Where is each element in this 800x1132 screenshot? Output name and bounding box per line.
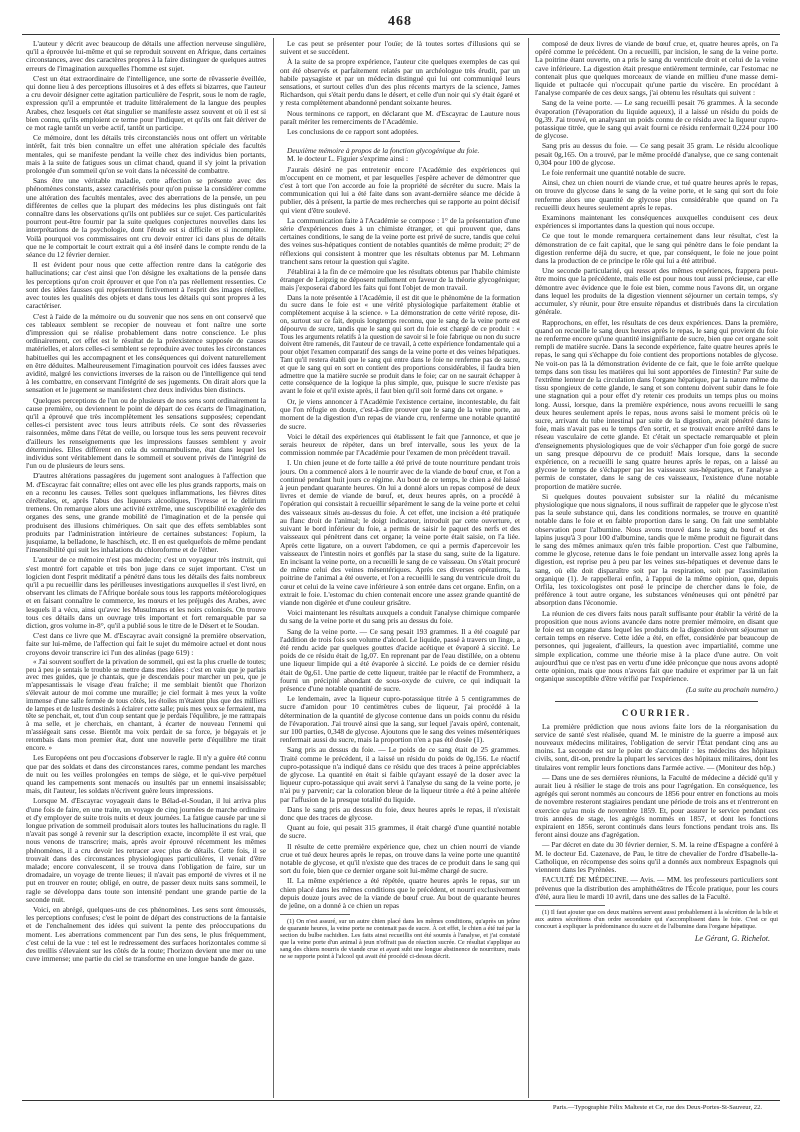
paragraph: I. Un chien jeune et de forte taille a été privé de toute nourriture pendant trois jours. On a commencé alors à le nourrir avec de la viande de bœuf crue, et l'on a continué pendant huit jours ce régime. Au bout de ce temps, le chien a été laissé à jeun pendant quarante heures. On lui a donné alors un repas composé de deux livres et demie de viande de bœuf, et, deux heures après, on a procédé à l'opération qui consistait à recueillir séparément le sang de la veine porte et celui des vaisseaux situés au-dessus du foie. À cet effet, une incision a été pratiquée au flanc droit de l'animal; le doigt indicateur, introduit par cette ouverture, et suivant le bord inférieur du foie, a permis de saisir le paquet des nerfs et des vaisseaux qui pénètrent dans cet organe; la veine porte était saisie, on l'a liée. Après cette ligature, on a ouvert l'abdomen, ce qui a permis d'apercevoir les vaisseaux de l'intestin noirs et gonflés par la stase du sang, suite de la ligature. En incisant la veine porte, on a recueilli le sang de ce vaisseau. On s'était procuré de même celui des veines mésentériques. Après ces diverses opérations, la poitrine de l'animal a été ouverte, et l'on a recueilli le sang du ventricule droit du cœur et celui de la veine cave inférieure à son entrée dans cet organe. Enfin, on a extrait le foie. L'estomac du chien contenait encore une assez grande quantité de viande non digérée et d'une couleur grisâtre. (280, 458, 520, 607)
column-3-memoir-end (535, 40, 778, 683)
paragraph: La communication faite à l'Académie se compose : 1° de la présentation d'une série d'expériences dues à un chimiste étranger, et qui prouvent que, dans certaines conditions, le sang de la veine porte est privé de sucre, tandis que celui des veines sus-hépatiques contient de notables quantités de même produit; 2° de réflexions qui consistent à montrer que les résultats obtenus par M. Lehmann tranchent sans retour la question qui s'agite. (280, 215, 520, 266)
paragraph: Le lendemain, avec la liqueur cupro-potassique titrée à 5 centigrammes de sucre d'amidon pour 10 centimètres cubes de liqueur, j'ai procédé à la détermination de la quantité de glycose contenue dans un poids connu du résidu de l'évaporation. J'ai trouvé ainsi que la sang, sur lequel j'avais opéré, contenait, sur 100 parties, 0,348 de glycose. Ajoutons que le sang des veines mésentériques renfermait aussi du sucre, mais la proportion n'en a pas été dosée (1). (280, 694, 520, 745)
column-3 (535, 40, 778, 1096)
footnote: (1) Il faut ajouter que ces deux matières servent aussi probablement à la sécrétion de la bile et aux autres sécrétions d'un ordre secondaire qui s'accomplissent dans le foie. C'est ce qui concourt à expliquer la prédominance du sucre et de l'albumine dans l'organe hépatique. (535, 908, 778, 930)
section-title: Deuxième mémoire à propos de la fonction glycogénique du foie. (287, 146, 480, 156)
paragraph: Le cas peut se présenter pour l'ouïe; de là toutes sortes d'illusions qui se suivent et se succèdent. (280, 40, 520, 57)
printer-imprint: Paris.—Typographie Félix Malteste et Ce, rue des Deux-Portes-St-Sauveur, 22. (552, 1104, 763, 1111)
to-be-continued: (La suite au prochain numéro.) (685, 685, 778, 695)
paragraph: Voici maintenant les résultats auxquels a conduit l'analyse chimique comparée du sang de la veine porte et du sang pris au dessus du foie. (280, 608, 520, 626)
header-rule (22, 34, 780, 35)
paragraph: C'est dans ce livre que M. d'Escayrac avait consigné la première observation, faite sur lui-même, de l'affection qui fait le sujet du mémoire actuel et dont nous croyons devoir transcrire ici l'un des alinéas (page 619) : (26, 631, 266, 657)
paragraph: L'auteur y décrit avec beaucoup de détails une affection nerveuse singulière, qu'il a éprouvée lui-même et qui se reproduit souvent en Afrique, dans certaines circonstances, avec des caractères propres à la faire distinguer de quelques autres erreurs de l'imagination auxquelles l'homme est sujet. (26, 40, 266, 73)
paragraph: C'est à l'aide de la mémoire ou du souvenir que nos sens en ont conservé que ces tableaux semblent se recopier de nouveau et font naître une sorte d'impression qui se réalise probablement dans notre conscience. Le plus ordinairement, cet effet est le résultat de la préexistence supposée de causes matérielles, et alors celles-ci semblent se reproduire avec toutes les circonstances habituelles qui les accompagnent et les conséquences qui doivent naturellement en être déduites. Malheureusement l'imagination pourvoit ces idées fausses avec avidité, malgré les convictions inverses de la raison ou de l'intelligence qui tend à les combattre, en conservant l'intégrité de ses jugements. On dirait alors que la sensation et le jugement se manifestent chez deux individus bien distincts. (26, 311, 266, 395)
paragraph: Voici le détail des expériences qui établissent le fait que j'annonce, et que je serais heureux de répéter, dans un bref intervalle, sous les yeux de la commission nommée par l'Académie pour l'examen de mon précédent travail. (280, 431, 520, 458)
paragraph: Quant au foie, qui pesait 315 grammes, il était chargé d'une quantité notable de sucre. (280, 823, 520, 841)
paragraph: Examinons maintenant les conséquences auxquelles conduisent ces deux expériences si importantes dans la question qui nous occupe. (535, 213, 778, 231)
paragraph: Sang pris au dessus du foie. — Le poids de ce sang était de 25 grammes. Traité comme le précédent, il a laissé un résidu du poids de 0g,156. Le réactif cupro-potassique n'a indiqué dans ce résidu que des traces à peine appréciables de glycose. La quantité en était si faible qu'ayant essayé de la doser avec la liqueur cupro-potassique qui avait servi à l'analyse du sang de la veine porte, je n'ai pu y parvenir; car la coloration bleue de la liqueur titrée a été à peine altérée par l'affusion de la presque totalité du liquide. (280, 745, 520, 804)
footer-rule (22, 1100, 780, 1101)
paragraph: Les conclusions de ce rapport sont adoptées. (287, 127, 419, 137)
paragraph: Les Européens ont peu d'occasions d'observer le ragle. Il n'y a guère été connu que par des soldats et dans des circonstances rares, comme pendant les marches de nuit ou les veilles prolongées en temps de siège, et le qui-vive perpétuel quand les campements sont menacés ou insultés par un ennemi insaisissable; mais, dit l'auteur, les soldats n'écrivent guère leurs impressions. (26, 753, 266, 796)
paragraph: Rapprochons, en effet, les résultats de ces deux expériences. Dans la première, quand on recueille le sang deux heures après le repas, le sang qui provient du foie ne renferme encore qu'une quantité insignifiante de sucre, bien que cet organe soit rempli de matière sucrée. Dans la seconde expérience, faite quatre heures après le repas, le sang qui s'échappe du foie contient des proportions notables de glycose. Ne voit-on pas là la démonstration évidente de ce fait, que le foie arrête quelque temps dans son tissu les matières qui lui sont apportées de l'intestin? Par suite de l'extrême lenteur de la circulation dans l'organe hépatique, par la nature même du tissu spongieux de cette glande, le sang et son contenu doivent subir dans le foie une stagnation qui a pour effet d'y retenir ces produits un temps plus ou moins long. Aussi, lorsque, dans la première expérience, nous avons recueilli le sang deux heures seulement après le repas, nous avons saisi le moment précis où le sucre, arrivant du tube intestinal par suite de la digestion, avait pénétré dans le foie, mais n'avait pas eu le temps d'en sortir, et se trouvait encore arrêté dans le réseau vasculaire de cette glande. Et c'était un spectacle remarquable et plein d'enseignements physiologiques que de voir s'échapper d'un foie gorgé de sucre un sang presque dépourvu de ce produit! Mais lorsque, dans la seconde expérience, on a recueilli le sang quatre heures après le repas, on a laissé au glycose le temps de s'échapper par les vaisseaux sus-hépatiques, et l'analyse a permis de constater, dans le sang de ces vaisseaux, l'existence d'une notable proportion de matière sucrée. (535, 317, 778, 491)
paragraph: « J'ai souvent souffert de la privation de sommeil, qui est la plus cruelle de toutes; peu à peu je sentais le trouble se mettre dans mes idées : c'est en vain que je parlais avec mes guides, que je chantais, que je descendais pour marcher un peu, que je m'appesantissais le visage d'eau fraîche; il me semblait bientôt que l'horizon s'élevait autour de moi comme une muraille; je ciel formait à mes yeux la voûte immense d'une salle fermée de tous côtés, les étoiles m'étaient plus que des milliers de lampes et de lustres destinés à éclairer cette salle; puis mes yeux se fermaient, ma tête se penchait, et, tout d'un coup sentant que je perdais l'équilibre, je me rattrapais à ma selle, et je cherchais, en chantant, à écarter de nouveau l'ennemi qui m'assiégeait sans cesse. Bientôt ma voix perdait de sa force, je bégayais et je retombais dans mon premier état, dont une nouvelle perte d'équilibre me tirait encore. » (26, 657, 266, 752)
page-number: 468 (388, 14, 412, 29)
courrier-rule (555, 701, 758, 702)
paragraph: L'auteur de ce mémoire n'est pas médecin; c'est un voyageur très instruit, qui s'est montré fort capable et très bon juge dans ce sujet important. C'est un logicien dont l'esprit méditatif a pénétré dans tous les détails des faits nombreux qu'il a pu recueillir dans les périlleuses investigations auxquelles il s'est livré, en observant les climats de l'Afrique boréale sous tous les rapports météorologiques et en faisant connaître le commerce, les mœurs et les préjugés des Arabes, avec lesquels il a vécu, ainsi qu'avec les Musulmans et les noirs colonisés. On trouve tous ces détails dans un ouvrage très important et fort remarquable par sa diction, gros volume in-8°, qu'il a publié sous le titre de le Désert et le Soudan. (26, 555, 266, 631)
courrier-news (535, 723, 778, 901)
column-divider-2 (528, 38, 529, 1098)
courrier-heading: COURRIER. (621, 707, 692, 718)
paragraph: FACULTÉ DE MÉDECINE. — Avis. — MM. les professeurs particuliers sont prévenus que la distribution des amphithéâtres de l'École pratique, pour les cours d'été, aura lieu le mardi 10 avril, dans une des salles de la Faculté. (535, 875, 778, 901)
column-divider-1 (273, 38, 274, 1098)
paragraph: Le foie renfermait une quantité notable de sucre. (542, 168, 686, 178)
paragraph: Dans le sang pris au dessus du foie, deux heures après le repas, il n'existait donc que des traces de glycose. (280, 804, 520, 822)
paragraph: Ce mémoire, dont les détails très circonstanciés nous ont offert un véritable intérêt, fait très bien connaître un effet une altération spéciale des facultés mentales, qui se manifeste pendant la veille chez des individus bien portants, mais à la suite de fatigues sous un climat chaud, quand il s'y joint la privation prolongée d'un sommeil qu'on se voit dans la nécessité de combattre. (26, 133, 266, 176)
paragraph: Sang de la veine porte. — Ce sang pesait 193 grammes. Il a été coagulé par l'addition de trois fois son volume d'alcool. Le liquide, passé à travers un linge, a été rendu acide par quelques gouttes d'acide acétique et évaporé à siccité. Le poids de ce résidu était de 1g,07. En reprenant par de l'eau distillée, on a obtenu une liqueur limpide qui a été évaporée à siccité. Le poids de ce dernier résidu était de 0g,61. Une partie de cette liqueur, traitée par le réactif de Frommherz, a fourni un précipité abondant de sous-oxyde de cuivre, ce qui indiquait la présence d'une notable quantité de sucre. (280, 626, 520, 693)
column-2-memoir (280, 155, 520, 910)
footnote: (1) On n'est assuré, sur un autre chien placé dans les mêmes conditions, qu'après un jeûne de quarante heures, la veine porte ne contenait pas de sucre. À cet effet, le chien a été tué par la section du bulbe rachidien. Les faits ainsi recueillis ont été soumis à l'analyse, et j'ai constaté que la veine porte d'un animal à jeun n'offrait pas de réaction sucrée. Ce résultat s'applique au sang des chiens nourris de viande crue et ayant subi une longue abstinence de nourriture, mais ne se rapporte point à l'alcool qui avait été procédé ci-dessus décrit. (280, 918, 520, 961)
paragraph: D'autres altérations passagères du jugement sont analogues à l'affection que M. d'Escayrac fait connaître; elles ont avec elle les plus grands rapports, mais on en a reconnu les causes. Telles sont quelques inflammations, les fièvres dites cérébrales, et, après l'abus des liqueurs alcooliques, l'ivresse et le delirium tremens. On remarque alors une activité extrême, une susceptibilité exagérée des organes des sens, une grande mobilité de l'imagination et de la pensée qui produisent des illusions chimériques. On sait que des effets semblables sont produits par l'administration intérieure de certaines substances: l'opium, la jusquiame, la belladone, le haschisch, etc. Il en est quelquefois de même pendant l'insensibilité qui suit les inhalations du chloroforme et de l'éther. (26, 471, 266, 555)
gerant-signature: Le Gérant, G. Richelot. (694, 933, 770, 943)
paragraph: Or, je viens annoncer à l'Académie l'existence certaine, incontestable, du fait que l'on réfugie en doute, c'est-à-dire prouver que le sang de la veine porte, au moment de la digestion d'un repas de viande cru, renferme une notable quantité de sucre. (280, 397, 520, 431)
column-2-report-end (280, 40, 520, 136)
column-2 (280, 40, 520, 1096)
paragraph: Dans la note présentée à l'Académie, il est dit que le phénomène de la formation du sucre dans le foie est « une vérité physiologique parfaitement établie et complètement acquise à la science. » La démonstration de cette vérité repose, dit-on, surtout sur ce fait, depuis longtemps reconnu, que le sang de la veine porte est dépourvu de sucre, tandis que le sang qui sort du foie est chargé de ce produit : « Tous les arguments relatifs à la question de savoir si le foie fabrique ou non du sucre doivent être ramenés, dit l'auteur de ce travail, à cette expérience fondamentale qui a pour objet l'examen comparatif des sangs de la veine porte et des veines hépatiques. Tant qu'il restera établi que le sang qui entre dans le foie ne renferme pas de sucre, et que le sang qui en sort en contient des proportions considérables, il faudra bien admettre que la matière sucrée se produit dans le foie; car on ne saurait échapper à cette conséquence de la logique la plus simple, que, puisque le sucre n'existe pas avant le foie et qu'il existe après, il faut bien qu'il soit formé dans cet organe. » (280, 293, 520, 396)
paragraph: Sang de la veine porte. — Le sang recueilli pesait 76 grammes. À la seconde évaporation (l'évaporation du liquide aqueux), il a laissé un résidu du poids de 0g,39. J'ai trouvé, en analysant un poids connu de ce résidu avec la liqueur cupro-potassique titrée, que le sang qui avait fourni ce résidu renfermait 0,224 pour 100 de glycose. (535, 98, 778, 141)
footnote-rule (280, 914, 350, 915)
paragraph: Voici, en abrégé, quelques-uns de ces phénomènes. Les sens sont émoussés, les perceptions confuses; c'est le point de départ des constructions de la fantaisie et de l'enchaînement des idées qui suivent la pente des préoccupations du moment. Les aberrations commencent par l'un des sens, le plus fréquemment, c'est celui de la vue : tel est le redressement des surfaces horizontales comme si des treillis s'élevaient sur les côtés de la route; l'horizon devient une mer ou une cuve immense; une partie du ciel se transforme en une longue bande de gaze. (26, 905, 266, 964)
paragraph: composé de deux livres de viande de bœuf crue, et, quatre heures après, on l'a opéré comme le précédent. On a recueilli, par incision, le sang de la veine porte. La poitrine étant ouverte, on a pris le sang du ventricule droit et celui de la veine cave inférieure. La digestion était presque entièrement terminée, car l'estomac ne contenait plus que quelques morceaux de viande en millieu d'une masse demi-liquide et pultacée qui n'occupait qu'une partie du viscère. En procédant à l'analyse comparée de ces deux sangs, j'ai obtenu les résultats qui suivent : (535, 40, 778, 98)
paragraph: M. le docteur L. Figuier s'exprime ainsi : (287, 154, 408, 164)
paragraph: Nous terminons ce rapport, en déclarant que M. d'Escayrac de Lauture nous paraît mériter les remerciments de l'Académie. (280, 108, 520, 126)
paragraph: II. La même expérience a été répétée, quatre heures après le repas, sur un chien placé dans les mêmes conditions que le précédent, et nourri exclusivement depuis douze jours avec de la viande de bœuf crue. Au bout de quarante heures de jeûne, on a donné à ce chien un repas (280, 876, 520, 911)
paragraph: J'aurais désiré ne pas entretenir encore l'Académie des expériences qui m'occupent en ce moment, et par lesquelles j'espère achever de démontrer que c'est à tort que l'on accorde au foie la propriété de sécréter du sucre. Mais la communication qui lui a été faite dans son avant-dernière séance me décide à publier, dès à présent, la partie de mes recherches qui se rapporte au point décisif qui vient d'être soulevé. (280, 164, 520, 215)
column-1 (26, 40, 266, 1096)
paragraph: Il résulte de cette première expérience que, chez un chien nourri de viande crue et tué deux heures après le repas, on trouve dans la veine porte une quantité notable de glycose, et qu'il n'existe que des traces de ce produit dans le sang qui sort du foie, bien que ce dernier organe soit lui-même chargé de sucre. (280, 841, 520, 876)
paragraph: Sang pris au dessus du foie. — Ce sang pesait 35 gram. Le résidu alcoolique pesait 0g,165. On a trouvé, par le même procédé d'analyse, que ce sang contenait 0,304 pour 100 de glycose. (535, 141, 778, 167)
paragraph: Si quelques doutes pouvaient subsister sur la réalité du mécanisme physiologique que nous signalons, il nous suffirait de rappeler que le glycose n'est pas la seule substance qui, dans les conditions normales, se trouve en quantité notable dans le foie et en faible proportion dans le sang. On fait une semblable observation pour l'albumine. Nous avons trouvé dans le sang du bœuf et des lapins jusqu'à 3 pour 100 d'albumine, tandis que le même produit ne figurait dans le sang des mêmes animaux qu'en très faible proportion. C'est que l'albumine, comme le glycose, retenue dans le foie pendant un intervalle assez long après la digestion, est reprise peu à peu par les veines sus-hépatiques et devenue dans le sang, où elle doit disparaître soit par la respiration, soit par l'assimilation organique (1). Je rappellerai enfin, à l'appui de la même opinion, que, depuis Orfila, les toxicologistes ont posé le principe de chercher dans le foie, de préférence à tout autre organe, les substances vénéneuses qui ont pénétré par absorption dans l'économie. (535, 491, 778, 608)
paragraph: La réunion de ces divers faits nous paraît suffisante pour établir la vérité de la proposition que nous avions avancée dans notre premier mémoire, en disant que le foie est un organe dans lequel les produits de la digestion doivent séjourner un certain temps en réserve. Cette idée a été, en effet, considérée par beaucoup de personnes, qui jugeaient, d'ailleurs, la question avec impartialité, comme une simple explication, comme une théorie mise à la place d'une autre. On voit aujourd'hui que ce n'est pas en vertu d'une idée préconçue que nous avons adopté cette opinion, mais que nous n'avons fait que traduire et exprimer par là un fait organique susceptible d'être vérifié par l'expérience. (535, 608, 778, 684)
paragraph: Ce que tout le monde remarquera certainement dans leur résultat, c'est la démonstration de ce fait capital, que le sang qui pénètre dans le foie pendant la digestion renferme déjà du sucre, et que, par conséquent, le foie ne joue point dans la production de ce principe le rôle qui lui a été attribué. (535, 231, 778, 266)
paragraph: C'est un état extraordinaire de l'intelligence, une sorte de rêvasserie éveillée, qui donne lieu à des perceptions illusoires et à des effets si bizarres, que l'auteur a cru devoir désigner cette agitation particulière de l'esprit, sous le nom de ragle, expression qu'il a empruntée et traduite littéralement de la langue des peuples Arabes, chez lesquels cet état singulier se manifeste assez souvent et où il est si bien connu, qu'ils emploient ce terme pour l'indiquer, et qu'ils ont fait dériver de ce mot ragle tantôt un verbe actif, tantôt un participe. (26, 73, 266, 133)
paragraph: — Par décret en date du 30 février dernier, S. M. la reine d'Espagne a conféré à M. le docteur Ed. Cazenave, de Pau, le titre de chevalier de l'ordre d'Isabelle-la-Catholique, en récompense des soins qu'il a donnés aux nombreux Espagnols qui viennent dans les Pyrénées. (535, 840, 778, 875)
paragraph: Quelques perceptions de l'un ou de plusieurs de nos sens sont ordinairement la cause première, ou deviennent le point de départ de ces écarts de l'imagination, qu'il a éprouvé que très incomplètement les sensations supposées; cependant celles-ci persistent avec tous leurs attributs réels. Ce sont des rêvasseries raisonnées, même dans l'état de veille, ou lorsque tous les sens peuvent recevoir d'ailleurs les renseignements que les impressions fausses semblent y avoir déterminées. Elles diffèrent en cela du somnambulisme, état dans lequel les individus sont véritablement dans le sommeil et souvent privés de l'intégrité de l'un ou de plusieurs de leurs sens. (26, 395, 266, 471)
paragraph: Ainsi, chez un chien nourri de viande crue, et tué quatre heures après le repas, on trouve du glycose dans le sang de la veine porte, et le sang qui sort du foie renferme alors une quantité de glycose plus considérable que quand on l'a recueilli deux heures seulement après le repas. (535, 178, 778, 212)
paragraph: La première prédiction que nous avions faite lors de la réorganisation du service de santé s'est réalisée, quand M. le ministre de la guerre a imposé aux nouveaux médecins militaires, l'obligation de servir l'État pendant cinq ans au moins. La seconde est sur le point de s'accomplir : les médecins des hôpitaux civils, sont, dit-on, prendre la plupart les services des hôpitaux militaires, dont les titulaires vont remplir leurs fonctions dans l'armée active. — (Moniteur des hôp.) (535, 721, 778, 772)
paragraph: Lorsque M. d'Escayrac voyageait dans le Bélad-el-Soudan, il lui arriva plus d'une fois de faire, en une traite, un voyage de cinq journées de marche ordinaire et d'y employer de suite trois nuits et deux journées. La fatigue causée par une si longue privation de sommeil produisait alors toutes les hallucinations du ragle. Il n'avait pas songé à revenir sur la description exacte, incomplète il est vrai, que nous venons de transcrire; mais, après avoir éprouvé récemment les mêmes phénomènes, il a cru devoir les retracer avec plus de détails. Cette fois, il se trouvait dans des circonstances physiologiques particulières, il venait d'être malade; encore convalescent, il se trouva dans l'obligation de faire, sur un dromadaire, un voyage de trente lieues; il n'avait pas emporté de vivres et il ne put en trouver en route; obligé, en outre, de passer deux nuits sans sommeil, le ragle se développa dans toute son intensité pendant une grande partie de la seconde nuit. (26, 796, 266, 904)
section-rule (340, 141, 460, 142)
paragraph: J'établirai à la fin de ce mémoire que les résultats obtenus par l'habile chimiste étranger de Leipzig ne déposent nullement en faveur de la théorie glycogénique; mais j'exposerai d'abord les faits qui font l'objet de mon travail. (280, 267, 520, 293)
footnote-rule (535, 905, 605, 906)
paragraph: À la suite de sa propre expérience, l'auteur cite quelques exemples de cas qui ont été observés et parfaitement relatés par un archéologue très érudit, par un habile paysagiste et par un médecin distingué qui lui ont communiqué leurs sensations, et surtout celles d'un des plus récents martyrs de la science, James Richardson, qui s'était perdu dans le désert, et celle d'un noir qui s'y était égaré et y resta complètement abandonné pendant soixante heures. (280, 57, 520, 108)
paragraph: — Dans une de ses dernières réunions, la Faculté de médecine a décidé qu'il y aurait lieu à résilier le stage de trois ans pour l'agrégation. En conséquence, les agrégés qui seront nommés au concours de 1856 pour entrer en fonctions au mois de novembre resteront stagiaires pendant une période de trois ans et n'entreront en exercice qu'au mois de novembre 1859. Et, pour assurer le service pendant ces trois années de stage, les agrégés nommés en 1857, et dont les fonctions expiraient en 1856, seront continués dans leurs fonctions pendant trois ans. Ils feront ainsi douze ans d'agrégation. (535, 772, 778, 840)
paragraph: Une seconde particularité, qui ressort des mêmes expériences, frappera peut-être moins que la précédente, mais elle est pour nous tout aussi précieuse, car elle démontre avec évidence que le foie est bien, comme nous l'avons dit, un organe dans lequel les produits de la digestion viennent séjourner un certain temps, s'y accumuler, s'y réunir, pour être ensuite répandus et distribués dans la circulation générale. (535, 266, 778, 317)
paragraph: Il est évident pour nous que cette affection rentre dans la catégorie des hallucinations; car c'est ainsi que l'on désigne les exaltations de la pensée dans les perceptions qu'on croit éprouver et que l'on n'a pas réellement ressenties. Ce sont des idées fausses qui représentent fictivement à l'esprit des images réelles, avec toutes les qualités des objets et dans tous les détails qui sont propres à les caractériser. (26, 260, 266, 311)
paragraph: Sans être une véritable maladie, cette affection se présente avec des phénomènes constants, assez caractérisés pour qu'on puisse la considérer comme une altération des facultés mentales, avec des aberrations de la pensée, un peu différentes de celles que la plupart des médecins les plus distingués ont fait connaître dans les observations qu'ils ont publiées sur ce sujet. Ces particularités pourront peut-être fournir par la suite quelques conjectures nouvelles dans les interprétations de la psychologie, dont l'étude est si difficile et si incomplète. Voilà pourquoi vos commissaires ont cru devoir entrer ici dans plus de détails que ne le comportait le court extrait qui a été inséré dans le compte rendu de la séance du 12 février dernier. (26, 176, 266, 260)
